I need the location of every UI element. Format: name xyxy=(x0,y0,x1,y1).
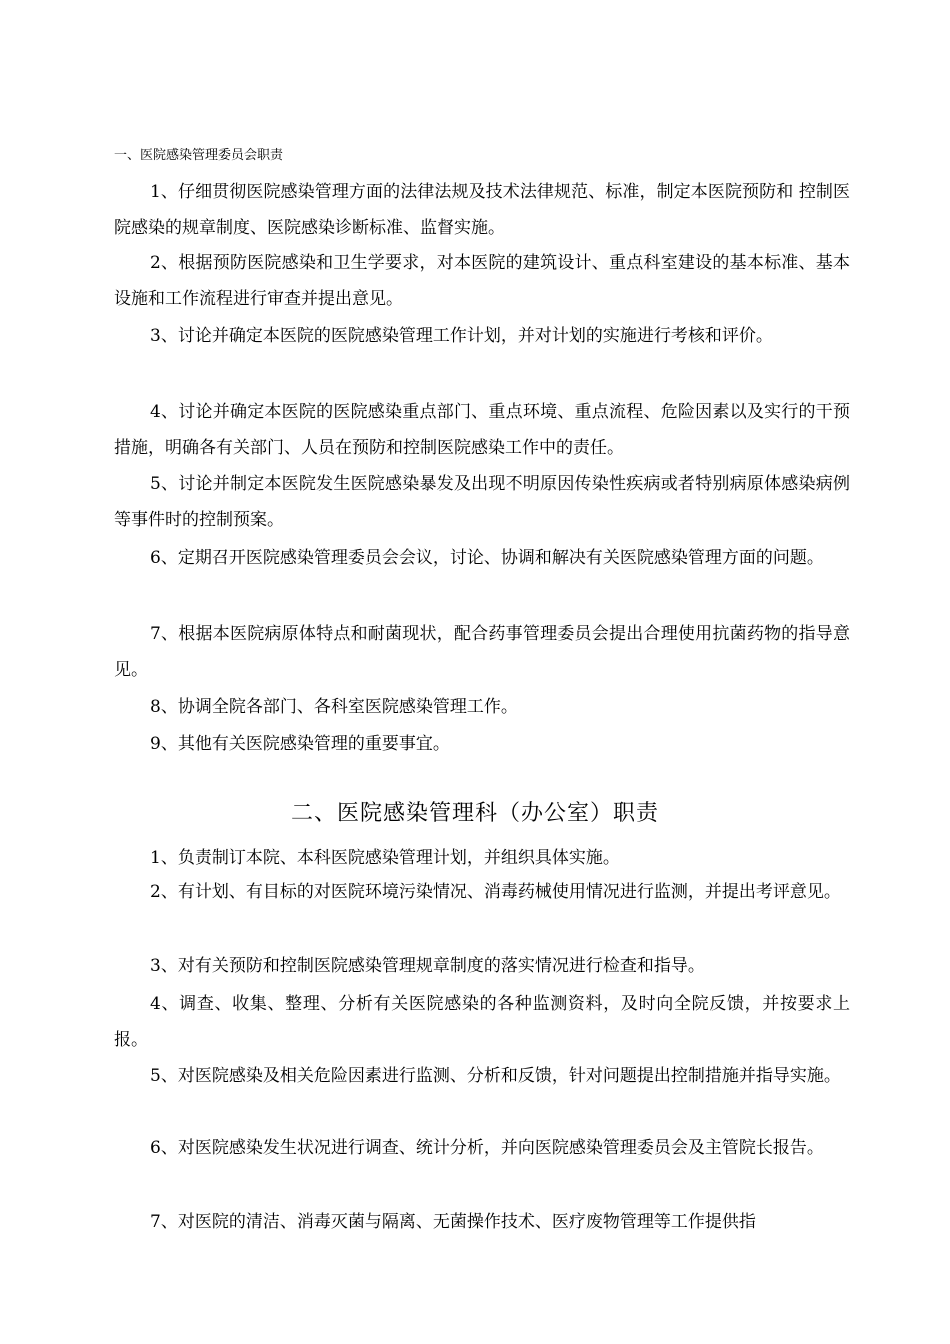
section1-item-6: 6、定期召开医院感染管理委员会会议，讨论、协调和解决有关医院感染管理方面的问题。 xyxy=(150,548,824,568)
section2-item-5: 5、对医院感染及相关危险因素进行监测、分析和反馈，针对问题提出控制措施并指导实施。 xyxy=(150,1066,841,1086)
section1-item-2: 2、根据预防医院感染和卫生学要求，对本医院的建筑设计、重点科室建设的基本标准、基本设施和工作流程进行审查并提出意见。 xyxy=(114,253,850,309)
section1-item-3: 3、讨论并确定本医院的医院感染管理工作计划，并对计划的实施进行考核和评价。 xyxy=(150,326,773,346)
section2-item-3: 3、对有关预防和控制医院感染管理规章制度的落实情况进行检查和指导。 xyxy=(150,956,705,976)
section2-item-4: 4、调查、收集、整理、分析有关医院感染的各种监测资料，及时向全院反馈，并按要求上报。 xyxy=(114,994,850,1050)
section1-item-7: 7、根据本医院病原体特点和耐菌现状，配合药事管理委员会提出合理使用抗菌药物的指导意见。 xyxy=(114,624,850,680)
section2-item-7: 7、对医院的清洁、消毒灭菌与隔离、无菌操作技术、医疗废物管理等工作提供指 xyxy=(150,1212,756,1232)
section2-item-6: 6、对医院感染发生状况进行调查、统计分析，并向医院感染管理委员会及主管院长报告。 xyxy=(150,1138,824,1158)
section1-heading: 一、医院感染管理委员会职责 xyxy=(114,148,284,163)
section2-item-1: 1、负责制订本院、本科医院感染管理计划，并组织具体实施。 xyxy=(150,848,620,868)
section1-item-1: 1、仔细贯彻医院感染管理方面的法律法规及技术法律规范、标准，制定本医院预防和 控制医院感染的规章制度、医院感染诊断标准、监督实施。 xyxy=(114,182,850,238)
section1-item-4: 4、讨论并确定本医院的医院感染重点部门、重点环境、重点流程、危险因素以及实行的干预措施，明确各有关部门、人员在预防和控制医院感染工作中的责任。 xyxy=(114,402,850,458)
section1-item-8: 8、协调全院各部门、各科室医院感染管理工作。 xyxy=(150,697,518,717)
section2-heading: 二、医院感染管理科（办公室）职责 xyxy=(290,801,659,826)
section2-item-2: 2、有计划、有目标的对医院环境污染情况、消毒药械使用情况进行监测，并提出考评意见。 xyxy=(150,882,841,902)
section1-item-5: 5、讨论并制定本医院发生医院感染暴发及出现不明原因传染性疾病或者特别病原体感染病例等事件时的控制预案。 xyxy=(114,474,850,530)
section1-item-9: 9、其他有关医院感染管理的重要事宜。 xyxy=(150,734,450,754)
